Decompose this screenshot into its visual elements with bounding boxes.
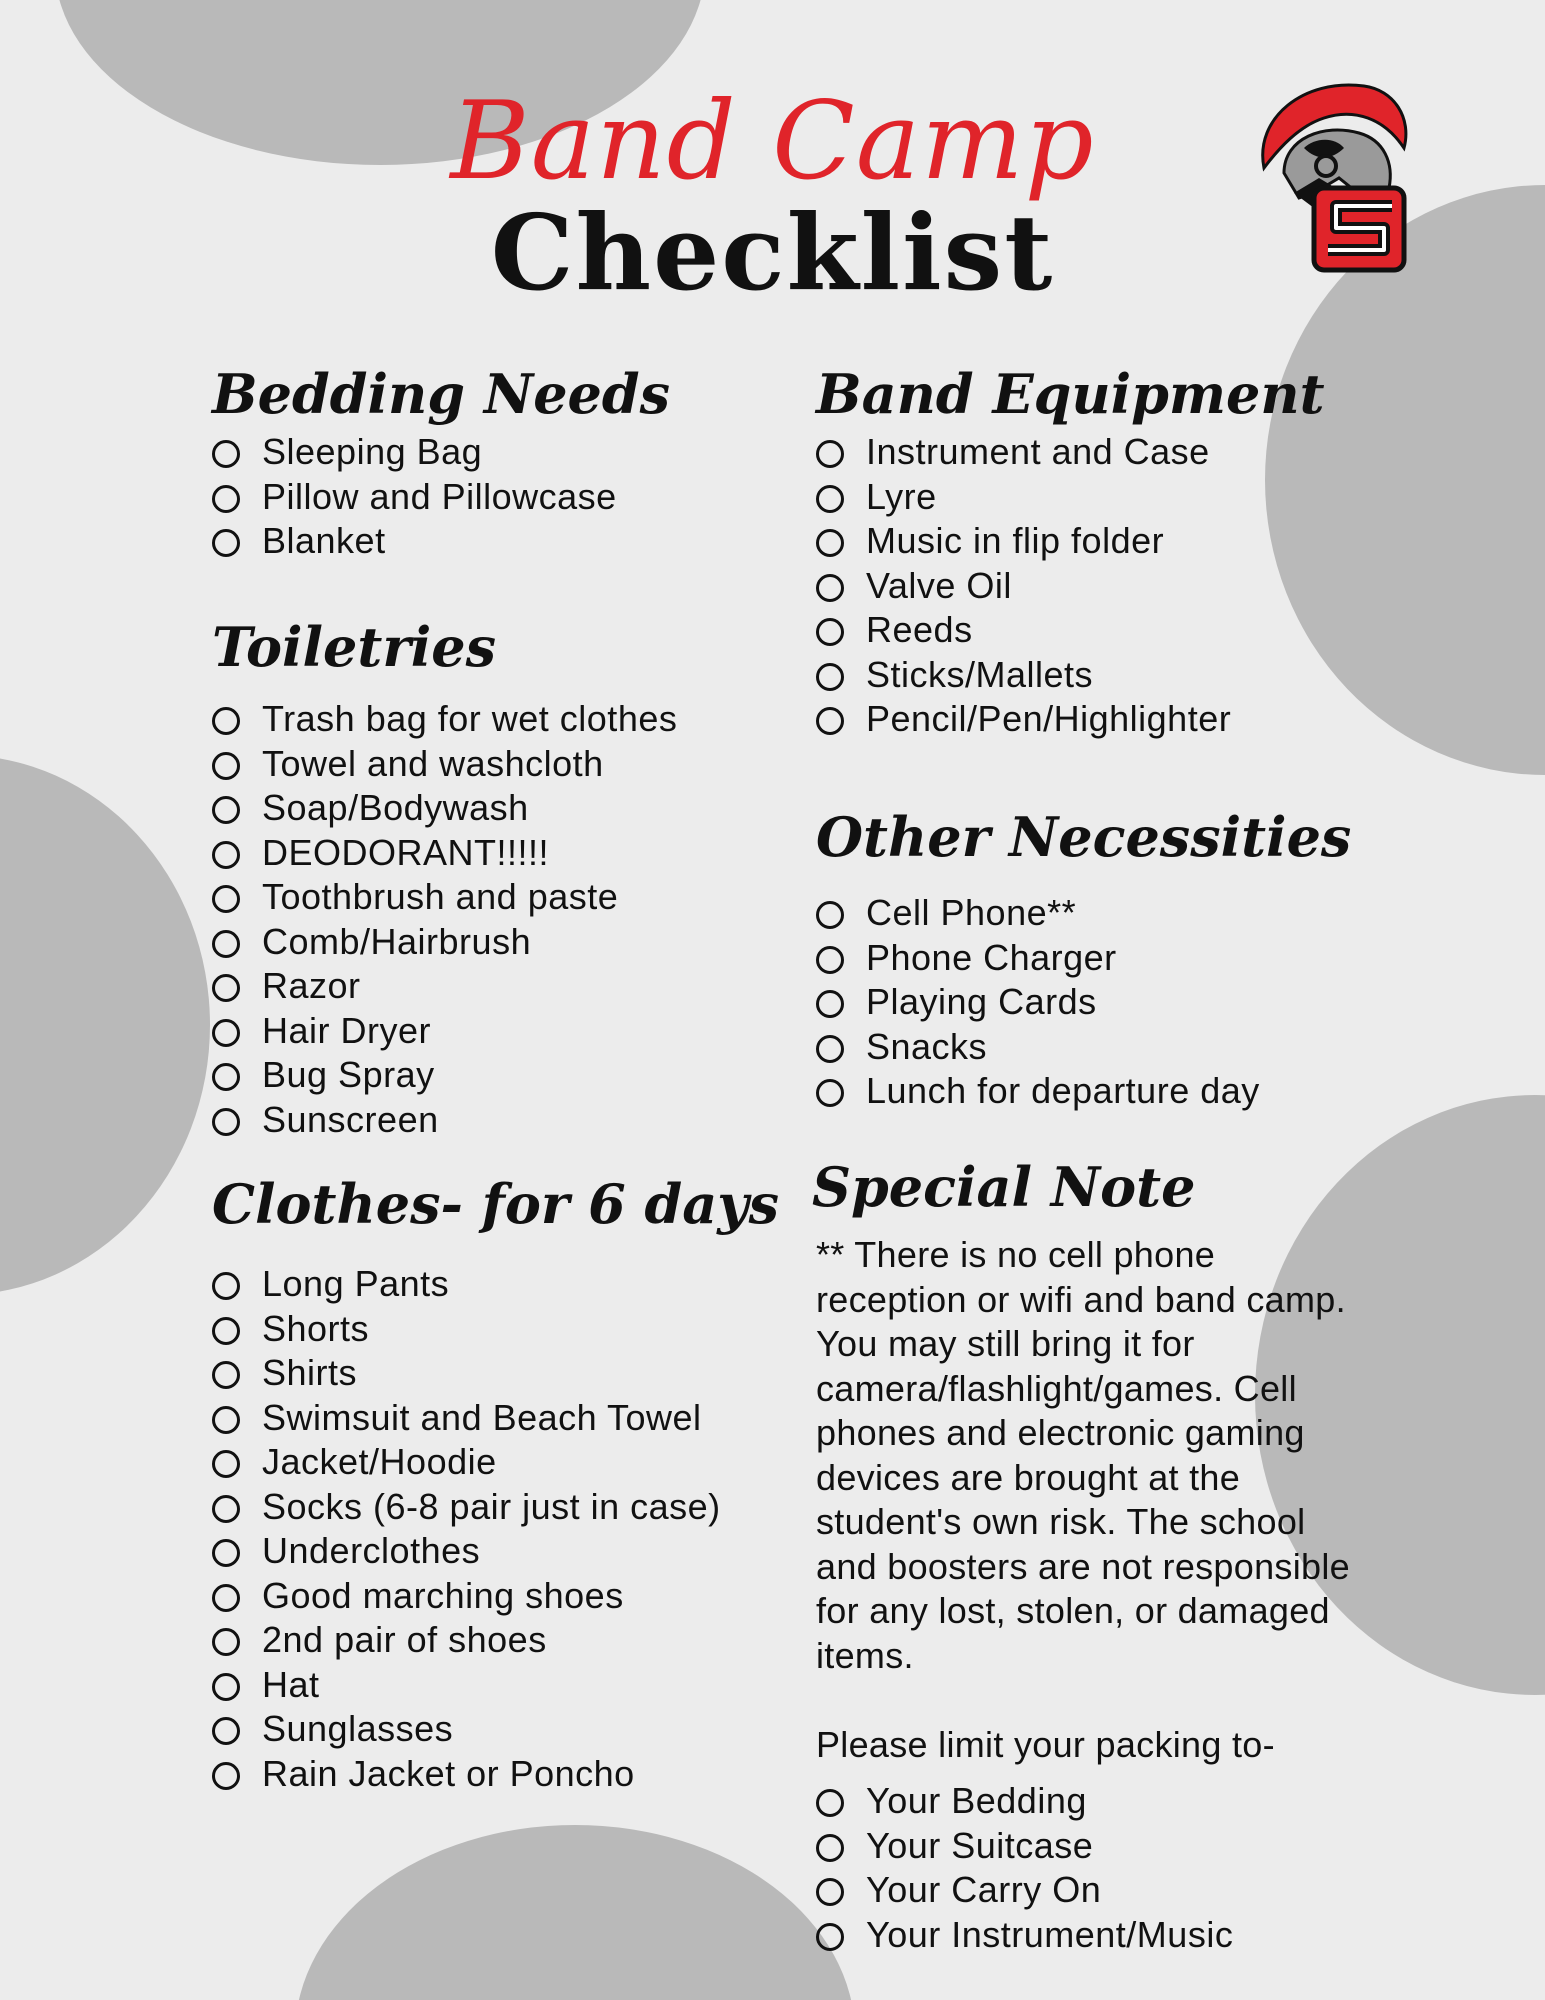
list-item: [816, 653, 1325, 698]
checkbox-circle[interactable]: [816, 990, 844, 1018]
list-item: [212, 742, 677, 787]
checkbox-circle[interactable]: [816, 901, 844, 929]
item-label: Trash bag for wet clothes: [262, 698, 678, 740]
checkbox-circle[interactable]: [212, 529, 240, 557]
list-item: [816, 936, 1351, 981]
list-item: [212, 1307, 779, 1352]
list-item: [212, 1663, 779, 1708]
checkbox-circle[interactable]: [212, 1019, 240, 1047]
list-item: [212, 920, 677, 965]
item-label: Reeds: [866, 609, 973, 651]
item-label: Socks (6-8 pair just in case): [262, 1485, 721, 1527]
list-item: [816, 519, 1325, 564]
checkbox-circle[interactable]: [212, 1717, 240, 1745]
spartan-helmet-icon: [1244, 78, 1416, 274]
bedding-section: [212, 362, 670, 564]
item-label: Comb/Hairbrush: [262, 920, 532, 962]
checkbox-circle[interactable]: [816, 946, 844, 974]
checkbox-circle[interactable]: [212, 1628, 240, 1656]
list-item: [212, 875, 677, 920]
note-line: You may still bring it for: [816, 1323, 1195, 1364]
note-line: camera/flashlight/games. Cell: [816, 1367, 1297, 1409]
list-item: [212, 519, 670, 564]
section-heading: Band Equipment: [816, 362, 1325, 426]
item-label: Your Instrument/Music: [866, 1913, 1234, 1955]
list-item: [212, 1485, 779, 1530]
note-line: student's own risk. The school: [816, 1501, 1306, 1542]
list-item: [212, 1262, 779, 1307]
item-label: Pencil/Pen/Highlighter: [866, 698, 1232, 740]
item-label: Soap/Bodywash: [262, 787, 529, 829]
checkbox-circle[interactable]: [816, 1789, 844, 1817]
list-item: [212, 430, 670, 475]
checkbox-circle[interactable]: [816, 440, 844, 468]
list-item: [212, 1618, 779, 1663]
checkbox-circle[interactable]: [212, 1584, 240, 1612]
checkbox-circle[interactable]: [816, 1923, 844, 1951]
list-item: [212, 964, 677, 1009]
checkbox-circle[interactable]: [816, 618, 844, 646]
checkbox-circle[interactable]: [212, 752, 240, 780]
item-label: Long Pants: [262, 1263, 450, 1305]
checkbox-circle[interactable]: [212, 707, 240, 735]
list-item: [212, 831, 677, 876]
item-label: Good marching shoes: [262, 1574, 624, 1616]
note-line: and boosters are not responsible: [816, 1545, 1350, 1587]
list-item: [212, 1440, 779, 1485]
checkbox-circle[interactable]: [212, 1361, 240, 1389]
packing-limit-text: Please limit your packing to-: [816, 1723, 1275, 1765]
note-line: ** There is no cell phone: [816, 1234, 1216, 1275]
list-item: [816, 1779, 1442, 1824]
list-item: [816, 891, 1351, 936]
checkbox-circle[interactable]: [816, 529, 844, 557]
list-item: [816, 564, 1325, 609]
item-label: Jacket/Hoodie: [262, 1441, 497, 1483]
checkbox-circle[interactable]: [816, 663, 844, 691]
checkbox-circle[interactable]: [212, 1450, 240, 1478]
list-item: [212, 1053, 677, 1098]
background-blob: [295, 1825, 855, 2000]
checkbox-circle[interactable]: [212, 1673, 240, 1701]
checkbox-circle[interactable]: [212, 1762, 240, 1790]
checkbox-circle[interactable]: [212, 885, 240, 913]
note-line: devices are brought at the: [816, 1456, 1241, 1498]
list-item: [816, 980, 1351, 1025]
item-label: Razor: [262, 965, 361, 1007]
item-label: Sleeping Bag: [262, 431, 483, 473]
item-label: Lyre: [866, 475, 937, 517]
item-label: Swimsuit and Beach Towel: [262, 1396, 702, 1438]
list-item: [816, 1868, 1442, 1913]
item-label: Blanket: [262, 520, 386, 562]
title-band-camp: Band Camp: [450, 79, 1095, 204]
note-line: items.: [816, 1634, 914, 1676]
item-label: Sunglasses: [262, 1708, 454, 1750]
item-label: Sunscreen: [262, 1098, 439, 1140]
checkbox-circle[interactable]: [212, 1317, 240, 1345]
checkbox-circle[interactable]: [212, 974, 240, 1002]
list-item: [212, 1707, 779, 1752]
list-item: [212, 1574, 779, 1619]
list-item: [212, 1396, 779, 1441]
note-line: for any lost, stolen, or damaged: [816, 1590, 1330, 1631]
list-item: [212, 1752, 779, 1797]
section-heading: Clothes- for 6 days: [212, 1172, 780, 1236]
special-note-section: [812, 1155, 1442, 1957]
item-label: Your Suitcase: [866, 1824, 1094, 1866]
list-item: [212, 475, 670, 520]
checkbox-circle[interactable]: [816, 485, 844, 513]
list-item: [816, 1913, 1442, 1958]
list-item: [212, 697, 677, 742]
item-label: Hair Dryer: [262, 1009, 432, 1051]
checkbox-circle[interactable]: [816, 1834, 844, 1862]
item-label: Your Bedding: [866, 1780, 1087, 1822]
note-line: reception or wifi and band camp.: [816, 1278, 1346, 1320]
list-item: [212, 1098, 677, 1143]
other-section: [816, 805, 1351, 1114]
item-label: Phone Charger: [866, 936, 1117, 978]
checkbox-circle[interactable]: [816, 707, 844, 735]
item-label: Toothbrush and paste: [262, 876, 619, 918]
checkbox-circle[interactable]: [816, 1079, 844, 1107]
item-label: Sticks/Mallets: [866, 653, 1094, 695]
item-label: Towel and washcloth: [262, 742, 604, 784]
item-label: Snacks: [866, 1025, 988, 1067]
checkbox-circle[interactable]: [212, 1406, 240, 1434]
list-item: [816, 430, 1325, 475]
clothes-section: [212, 1172, 779, 1796]
item-label: 2nd pair of shoes: [262, 1619, 547, 1661]
title-checklist: Checklist: [490, 191, 1055, 314]
list-item: [212, 1009, 677, 1054]
list-item: [816, 608, 1325, 653]
list-item: [212, 786, 677, 831]
item-label: Bug Spray: [262, 1054, 435, 1096]
list-item: [212, 1529, 779, 1574]
item-label: DEODORANT!!!!!: [262, 831, 550, 873]
section-heading: Special Note: [812, 1155, 1196, 1219]
checkbox-circle[interactable]: [816, 574, 844, 602]
checkbox-circle[interactable]: [212, 1063, 240, 1091]
checkbox-circle[interactable]: [212, 1539, 240, 1567]
item-label: Valve Oil: [866, 564, 1012, 606]
item-label: Instrument and Case: [866, 431, 1210, 473]
checkbox-circle[interactable]: [816, 1878, 844, 1906]
checkbox-circle[interactable]: [212, 1108, 240, 1136]
section-heading: Bedding Needs: [212, 362, 671, 426]
item-label: Cell Phone**: [866, 892, 1077, 934]
checkbox-circle[interactable]: [212, 440, 240, 468]
item-label: Playing Cards: [866, 981, 1097, 1023]
checkbox-circle[interactable]: [212, 841, 240, 869]
checkbox-circle[interactable]: [212, 485, 240, 513]
item-label: Lunch for departure day: [866, 1070, 1260, 1112]
item-label: Pillow and Pillowcase: [262, 475, 617, 517]
toiletries-section: [212, 615, 677, 1142]
list-item: [816, 1824, 1442, 1869]
item-label: Shorts: [262, 1307, 370, 1349]
checkbox-circle[interactable]: [212, 796, 240, 824]
item-label: Shirts: [262, 1352, 358, 1394]
note-line: phones and electronic gaming: [816, 1412, 1305, 1453]
equipment-section: [816, 362, 1325, 742]
checkbox-circle[interactable]: [816, 1035, 844, 1063]
list-item: [816, 475, 1325, 520]
section-heading: Toiletries: [212, 615, 497, 679]
item-label: Hat: [262, 1663, 320, 1705]
checkbox-circle[interactable]: [212, 1272, 240, 1300]
item-label: Music in flip folder: [866, 520, 1165, 562]
section-heading: Other Necessities: [816, 805, 1352, 869]
checkbox-circle[interactable]: [212, 930, 240, 958]
item-label: Underclothes: [262, 1530, 481, 1572]
list-item: [816, 1069, 1351, 1114]
list-item: [816, 697, 1325, 742]
checkbox-circle[interactable]: [212, 1495, 240, 1523]
background-blob: [0, 755, 210, 1295]
list-item: [816, 1025, 1351, 1070]
list-item: [212, 1351, 779, 1396]
item-label: Rain Jacket or Poncho: [262, 1752, 635, 1794]
item-label: Your Carry On: [866, 1869, 1102, 1911]
